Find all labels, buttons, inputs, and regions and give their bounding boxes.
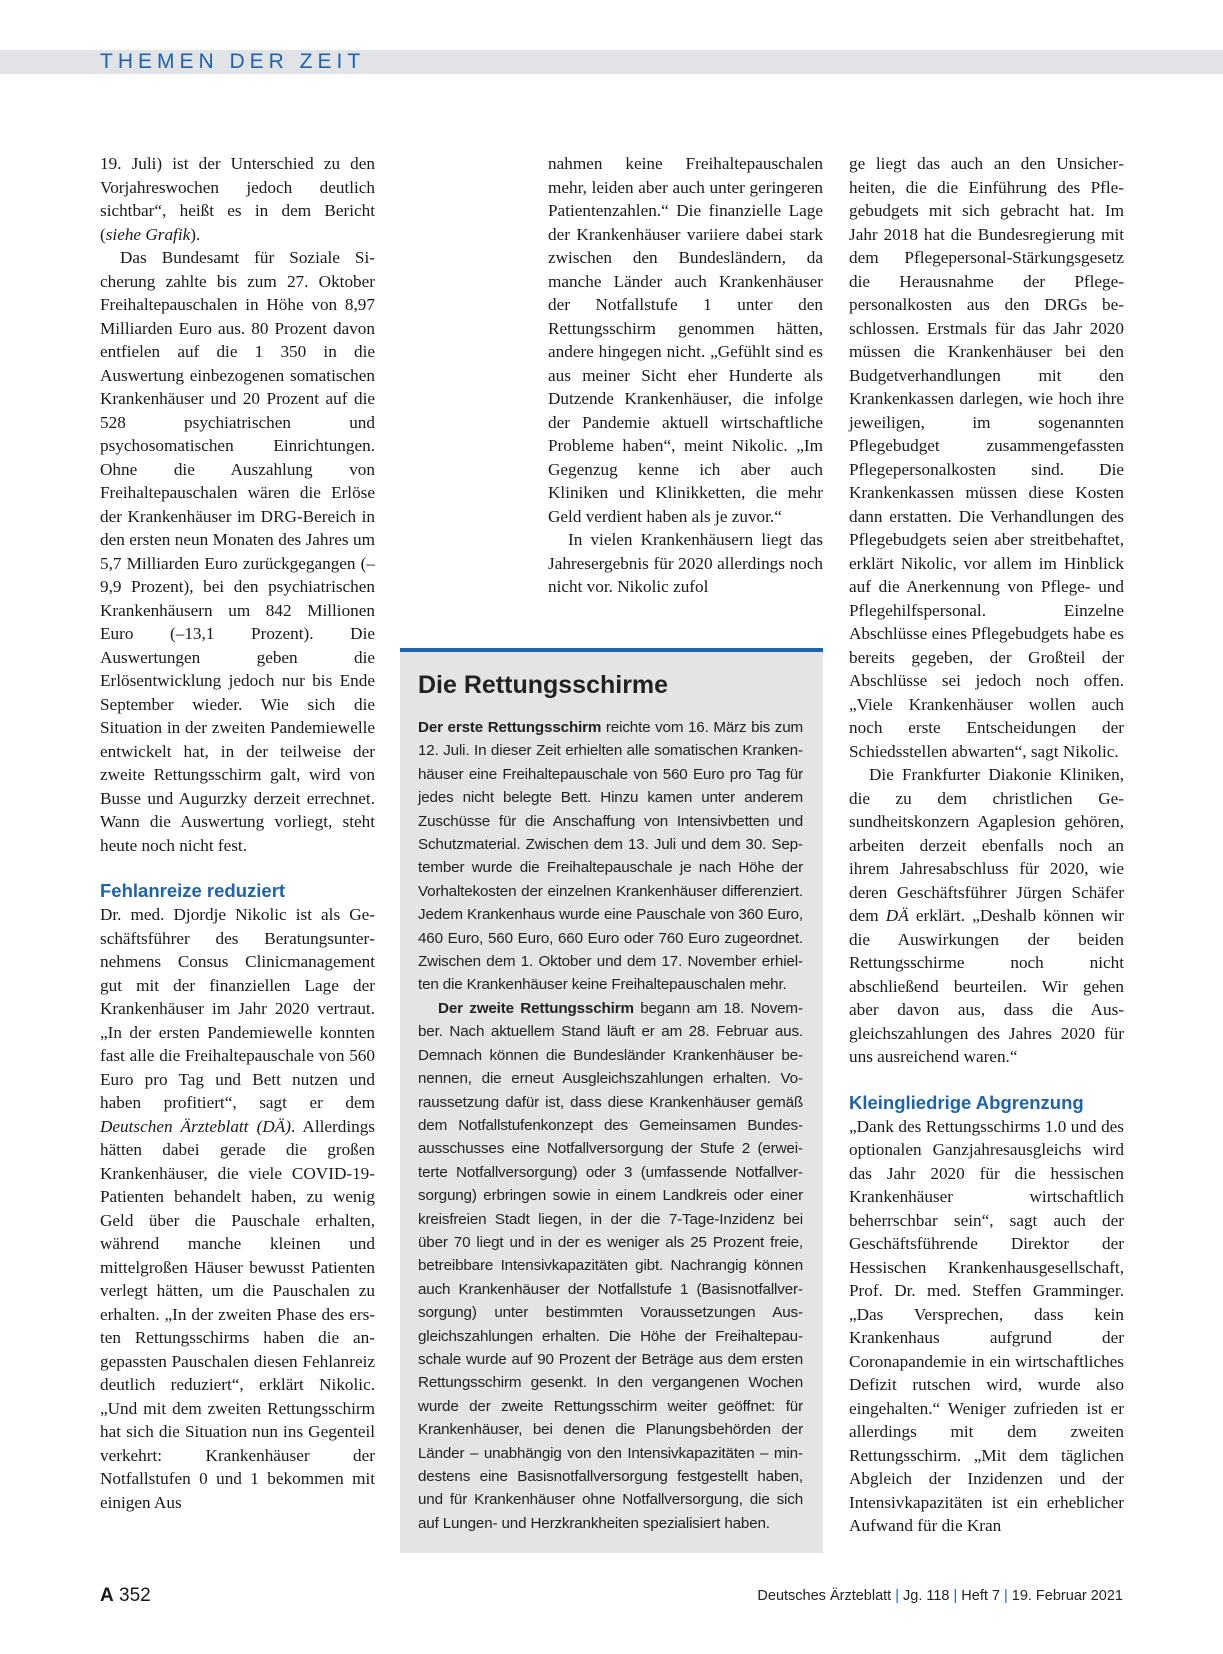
issue: Heft 7 [961,1588,1000,1604]
paragraph: 19. Juli) ist der Unterschied zu den Vorjahreswochen jedoch deutlich sichtbar“, heißt es in dem Bericht (siehe Grafik). [100,154,375,244]
paragraph: Die Frankfurter Diakonie Kliniken, die zu dem christlichen Gesundheitskonzern Agaplesion gehören, arbeiten derzeit ebenfalls noch an ihrem Jahresabschluss für 2020, wie deren Geschäftsführer Jürgen Schäfer dem DÄ erklärt. „Deshalb können wir die Auswirkungen der beiden Rettungsschirme noch nicht abschließend beurteilen. Wir gehen aber davon aus, dass die Ausgleichszahlungen des Jahres 2020 für uns ausreichend waren.“ [849,765,1125,1066]
issue-date: 19. Februar 2021 [1011,1588,1123,1604]
paragraph: In vielen Krankenhäusern liegt das Jahresergebnis für 2020 allerdings noch nicht vor. Nikolic zufol [548,530,823,596]
info-box-paragraph: Der zweite Rettungsschirm begann am 18. November. Nach aktuellem Stand läuft er am 28. Februar aus. Demnach können die Bundesländer Krankenhäuser benennen, die erneut Ausgleichszahlungen erhalten. Voraussetzung dafür ist, dass diese Krankenhäuser gemäß dem Notfallstufenkonzept des Gemeinsamen Bundesausschusses eine Notfallversorgung der Stufe 2 (erweiterte Notfallversorgung) oder 3 (umfassende Notfallversorgung) erbringen sowie in einem Landkreis oder einer kreisfreien Stadt liegen, in der die 7-Tage-Inzidenz bei über 70 liegt und in der es weniger als 25 Prozent freie, betreibbare Intensivkapazitäten gibt. Nachrangig können auch Krankenhäuser der Notfallstufe 1 (Basisnotfallversorgung) unter bestimmten Voraussetzungen Ausgleichszahlungen erhalten. Die Höhe der Freihaltepauschale wurde auf 90 Prozent der Beträge aus dem ersten Rettungsschirm gesenkt. In den vergangenen Wochen wurde der zweite Rettungsschirm weiter geöffnet: für Krankenhäuser, bei denen die Planungsbehörden der Länder – unabhängig von den Intensivkapazitäten – mindestens eine Basisnotfallversorgung festgestellt haben, und für Krankenhäuser ohne Notfallversorgung, die sich auf Lungen- und Herzkrankheiten spezialisiert haben. [418,999,803,1532]
paragraph: „Dank des Rettungsschirms 1.0 und des optionalen Ganzjahresausgleichs wird das Jahr 2020 für die hessischen Krankenhäuser wirtschaftlich beherrschbar sein“, sagt auch der Geschäftsführende Direktor der Hessischen Krankenhausgesellschaft, Prof. Dr. med. Steffen Gramminger. „Das Versprechen, dass kein Krankenhaus aufgrund der Coronapandemie in ein wirtschaftliches Defizit rutschen wird, wurde also eingehalten.“ Weniger zufrieden ist er allerdings mit dem zweiten Rettungsschirm. „Mit dem täglichen Abgleich der Inzidenzen und der Intensivkapazitäten ist ein erheblicher Aufwand für die Kran [849,1116,1124,1535]
footer-citation: Deutsches Ärzteblatt | Jg. 118 | Heft 7 | 19. Februar 2021 [757,1588,1123,1604]
subheading-abgrenzung: Kleingliedrige Abgrenzung [849,1091,1084,1113]
info-box-rettungsschirme [400,648,823,1553]
paragraph: ge liegt das auch an den Unsicherheiten, die die Einführung des Pflegebudgets mit sich gebracht hat. Im Jahr 2018 hat die Bundesregierung mit dem Pflegepersonal-Stärkungsgesetz die Herausnahme der Pflegepersonalkosten aus den DRGs beschlossen. Erstmals für das Jahr 2020 müssen die Krankenhäuser bei den Budgetverhandlungen mit den Krankenkassen darlegen, wie hoch ihre jeweiligen, im sogenannten Pflegebudget zusammengefassten Pflegepersonalkosten sind. Die Krankenkassen müssen diese Kosten dann erstatten. Die Verhandlungen des Pflegebudgets seien aber streitbehaftet, erklärt Nikolic, vor allem im Hinblick auf die Anerkennung von Pflege- und Pflegehilfspersonal. Einzelne Abschlüsse eines Pflegebudgets habe es bereits gegeben, der Großteil der Abschlüsse sei jedoch noch offen. „Viele Krankenhäuser wollen auch noch erste Entscheidungen der Schiedsstellen abwarten“, sagt Nikolic. [849,154,1124,761]
paragraph: Das Bundesamt für Soziale Sicherung zahlte bis zum 27. Oktober Freihaltepauschalen in Höhe von 8,97 Milliarden Euro aus. 80 Prozent davon entfielen auf die 1 350 in die Auswertung einbezogenen somatischen Krankenhäuser und 20 Prozent auf die 528 psychiatrischen und psychosomatischen Einrichtungen. Ohne die Auszahlung von Freihaltepauschalen wären die Erlöse der Krankenhäuser im DRG-Bereich in den ersten neun Monaten des Jahres um 5,7 Milliarden Euro zurückgegangen (–9,9 Prozent), bei den psychiatrischen Krankenhäusern um 842 Millionen Euro (–13,1 Prozent). Die Auswertungen geben die Erlösentwicklung jedoch nur bis Ende September wieder. Wie sich die Situation in der zweiten Pandemiewelle entwickelt hat, in der teilweise der zweite Rettungsschirm galt, wird von Busse und Augurzky derzeit errechnet. Wann die Auswertung vorliegt, steht heute noch nicht fest. [100,248,375,855]
column-3 [849,152,1124,1538]
column-1 [100,152,375,1514]
info-box-paragraph: Der erste Rettungsschirm reichte vom 16. März bis zum 12. Juli. In dieser Zeit erhielten alle somatischen Krankenhäuser eine Freihaltepauschale von 560 Euro pro Tag für jedes nicht belegte Bett. Hinzu kamen unter anderem Zuschüsse für die Anschaffung von Intensivbetten und Schutzmaterial. Zwischen dem 13. Juli und dem 30. September wurde die Freihaltepauschale je nach Höhe der Vorhaltekosten der einzelnen Krankenhäuser differenziert. Jedem Krankenhaus wurde eine Pauschale von 360 Euro, 460 Euro, 560 Euro, 660 Euro oder 760 Euro zugeordnet. Zwischen dem 1. Oktober und dem 17. November erhielten die Krankenhäuser keine Freihaltepauschalen mehr. [418,719,803,994]
column-2 [548,152,823,599]
paragraph: Dr. med. Djordje Nikolic ist als Geschäftsführer des Beratungsunternehmens Consus Clinicmanagement gut mit der finanziellen Lage der Krankenhäuser im Jahr 2020 vertraut. „In der ersten Pandemiewelle konnten fast alle die Freihaltepauschale von 560 Euro pro Tag und Bett nutzen und haben profitiert“, sagt er dem Deutschen Ärzteblatt (DÄ). Allerdings hätten dabei gerade die großen Krankenhäuser, die viele COVID-19-Patienten behandelt haben, zu wenig Geld über die Pauschale erhalten, während manche kleinen und mittelgroßen Häuser bewusst Patienten verlegt hätten, um die Pauschalen zu erhalten. „In der zweiten Phase des ersten Rettungsschirms haben die angepassten Pauschalen diesen Fehlanreiz deutlich reduziert“, erklärt Nikolic. „Und mit dem zweiten Rettungsschirm hat sich die Situation nun ins Gegenteil verkehrt: Krankenhäuser der Notfallstufen 0 und 1 bekommen mit einigen Aus [100,905,375,1512]
volume: Jg. 118 [903,1588,950,1604]
info-box-title: Die Rettungsschirme [418,671,669,699]
paragraph: nahmen keine Freihaltepauschalen mehr, leiden aber auch unter geringeren Patientenzahlen.“ Die finanzielle Lage der Krankenhäuser variiere dabei stark zwischen den Bundesländern, da manche Länder auch Krankenhäuser der Notfallstufe 1 unter den Rettungsschirm genommen hätten, andere hingegen nicht. „Gefühlt sind es aus meiner Sicht eher Hunderte als Dutzende Krankenhäuser, die infolge der Pandemie aktuell wirtschaftliche Probleme haben“, meint Nikolic. „Im Gegenzug kenne ich aber auch Kliniken und Klinikketten, die mehr Geld verdient haben als je zuvor.“ [548,154,823,526]
section-title: THEMEN DER ZEIT [100,50,366,73]
journal-name: Deutsches Ärzteblatt [757,1588,892,1604]
subheading-fehlanreize: Fehlanreize reduziert [100,880,286,901]
page-number: A 352 [100,1585,151,1606]
